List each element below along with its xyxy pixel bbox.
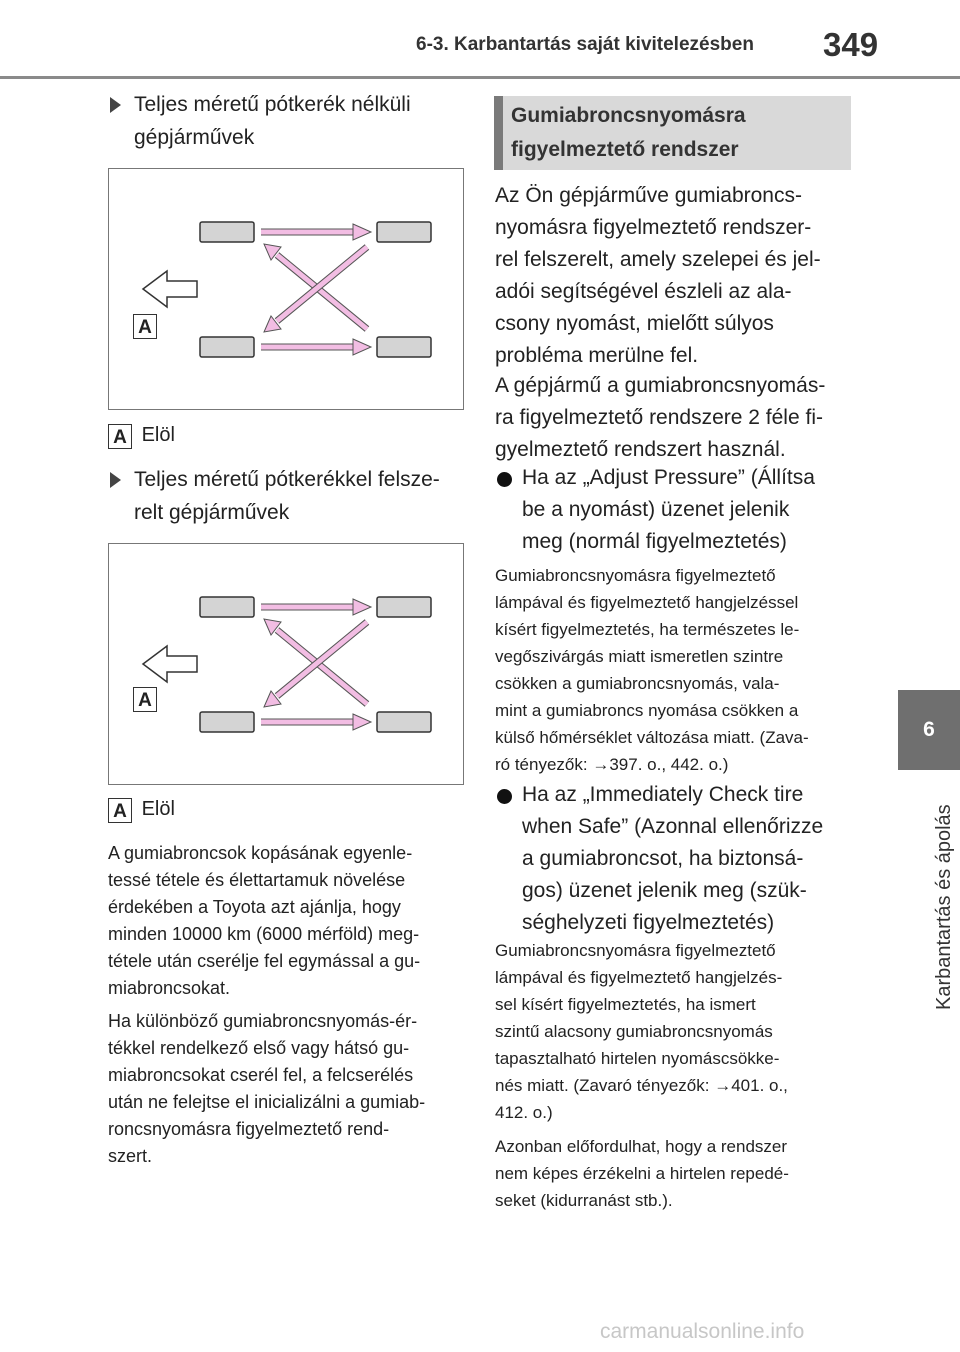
text-line: lámpával és figyelmeztető hangjelzéssel (495, 593, 799, 612)
bullet-line: Teljes méretű pótkerék nélküli (134, 93, 411, 116)
tire-rotation-diagram-1 (108, 168, 464, 410)
bullet-line: Teljes méretű pótkerékkel felsze- (134, 468, 440, 491)
circle-bullet-icon (497, 472, 512, 487)
text-line: nem képes érzékelni a hirtelen repedé- (495, 1164, 789, 1183)
text-line: csony nyomást, mielőtt súlyos (495, 312, 774, 335)
chapter-tab: 6 (898, 690, 960, 770)
text-line: ra figyelmeztető rendszere 2 féle fi- (495, 406, 823, 429)
text-line: meg (normál figyelmeztetés) (522, 530, 787, 553)
tire-front-left (200, 597, 254, 617)
triangle-bullet-icon (110, 97, 121, 113)
text-line: tessé tétele és élettartamuk növelése (108, 870, 406, 890)
text-line: tapasztalható hirtelen nyomáscsökke- (495, 1049, 780, 1068)
rotation-diagram-svg (109, 169, 463, 409)
text-line: Ha az „Adjust Pressure” (Állítsa (522, 466, 815, 489)
text-line: roncsnyomásra figyelmeztető rend- (108, 1119, 390, 1139)
text-line: séghelyzeti figyelmeztetés) (522, 911, 775, 934)
text-line: be a nyomást) üzenet jelenik (522, 498, 790, 521)
text-line: adói segítségével észleli az ala- (495, 280, 792, 303)
text-line: A gumiabroncsok kopásának egyenle- (108, 843, 413, 863)
heading-line: figyelmeztető rendszer (511, 138, 739, 161)
system-types-paragraph (495, 370, 855, 466)
rotation-arrow-bottom (261, 339, 371, 355)
tire-front-right (377, 222, 431, 242)
intro-paragraph (495, 180, 855, 372)
front-direction-arrow (143, 646, 197, 682)
rotation-arrow-bottom (261, 714, 371, 730)
tire-front-right (377, 597, 431, 617)
text-line: lámpával és figyelmeztető hangjelzés- (495, 968, 783, 987)
initialization-note-paragraph (108, 1008, 463, 1170)
text-line: érdekében a Toyota azt ajánlja, hogy (108, 897, 401, 917)
text-line: when Safe” (Azonnal ellenőrizze (522, 815, 824, 838)
page-number: 349 (823, 26, 879, 63)
text-line: ró tényezők: →397. o., 442. o.) (495, 755, 729, 774)
text-line: kísért figyelmeztetés, ha természetes le- (495, 620, 800, 639)
watermark: carmanualsonline.info (600, 1320, 805, 1343)
text-line: Gumiabroncsnyomásra figyelmeztető (495, 941, 776, 960)
text-line: Gumiabroncsnyomásra figyelmeztető (495, 566, 776, 585)
rotation-diagram-svg (109, 544, 463, 784)
bullet-line: gépjárművek (134, 126, 255, 149)
tire-rear-right (377, 337, 431, 357)
text-line: szintű alacsony gumiabroncsnyomás (495, 1022, 773, 1041)
text-line: rel felszerelt, amely szelepei és jel- (495, 248, 821, 271)
chapter-title-text: Karbantartás és ápolás (933, 804, 955, 1010)
text-line: miabroncsokat cserél fel, a felcserélés (108, 1065, 414, 1085)
triangle-bullet-icon (110, 472, 121, 488)
figure-label-a: A (133, 314, 157, 339)
tire-rear-left (200, 712, 254, 732)
chapter-title-vertical (905, 780, 955, 1020)
legend-text: Elöl (141, 798, 175, 820)
legend-text: Elöl (141, 424, 175, 446)
text-line: Az Ön gépjárműve gumiabroncs- (495, 184, 802, 207)
warning-item-normal-description (495, 562, 855, 778)
heading-line: Gumiabroncsnyomásra (511, 104, 746, 127)
tire-rotation-diagram-2 (108, 543, 464, 785)
front-direction-arrow (143, 271, 197, 307)
text-line: vegőszivárgás miatt ismeretlen szintre (495, 647, 784, 666)
text-line: Ha különböző gumiabroncsnyomás-ér- (108, 1011, 418, 1031)
warning-item-emergency-description (495, 937, 855, 1126)
text-line: a gumiabroncsot, ha biztonsá- (522, 847, 804, 870)
figure-label-a: A (133, 687, 157, 712)
legend-front-1 (108, 424, 175, 449)
text-line: Ha az „Immediately Check tire (522, 783, 804, 806)
bullet-with-spare (134, 463, 440, 529)
text-line: probléma merülne fel. (495, 344, 699, 367)
bullet-no-spare (134, 88, 411, 154)
warning-item-emergency (522, 779, 823, 939)
tire-front-left (200, 222, 254, 242)
text-line: mint a gumiabroncs nyomása csökken a (495, 701, 799, 720)
text-line: tétele után cserélje fel egymással a gu- (108, 951, 421, 971)
text-line: szert. (108, 1146, 153, 1166)
text-line: csökken a gumiabroncsnyomás, vala- (495, 674, 780, 693)
text-line: sel kísért figyelmeztetés, ha ismert (495, 995, 756, 1014)
heading-text (511, 99, 746, 167)
text-line: nyomásra figyelmeztető rendszer- (495, 216, 812, 239)
text-line: 412. o.) (495, 1103, 553, 1122)
text-line: nés miatt. (Zavaró tényezők: →401. o., (495, 1076, 788, 1095)
text-line: külső hőmérséklet változása miatt. (Zava- (495, 728, 809, 747)
legend-front-2 (108, 798, 175, 823)
section-heading (494, 96, 851, 170)
legend-label-a: A (108, 424, 132, 449)
text-line: seket (kidurranást stb.). (495, 1191, 673, 1210)
bullet-line: relt gépjárművek (134, 501, 290, 524)
circle-bullet-icon (497, 789, 512, 804)
tire-rear-left (200, 337, 254, 357)
text-line: tékkel rendelkező első vagy hátsó gu- (108, 1038, 410, 1058)
heading-accent-bar (494, 96, 503, 170)
rotation-arrow-top (261, 224, 371, 240)
rotation-recommendation-paragraph (108, 840, 463, 1002)
text-line: gos) üzenet jelenik meg (szük- (522, 879, 807, 902)
text-line: Azonban előfordulhat, hogy a rendszer (495, 1137, 788, 1156)
text-line: gyelmeztető rendszert használ. (495, 438, 786, 461)
section-title: 6-3. Karbantartás saját kivitelezésben (416, 34, 754, 55)
text-line: minden 10000 km (6000 mérföld) meg- (108, 924, 420, 944)
header-divider (0, 76, 960, 79)
tire-rear-right (377, 712, 431, 732)
text-line: A gépjármű a gumiabroncsnyomás- (495, 374, 826, 397)
rotation-arrow-top (261, 599, 371, 615)
text-line: miabroncsokat. (108, 978, 231, 998)
closing-paragraph (495, 1133, 855, 1214)
warning-item-normal (522, 462, 815, 558)
legend-label-a: A (108, 798, 132, 823)
text-line: után ne felejtse el inicializálni a gumiab- (108, 1092, 426, 1112)
